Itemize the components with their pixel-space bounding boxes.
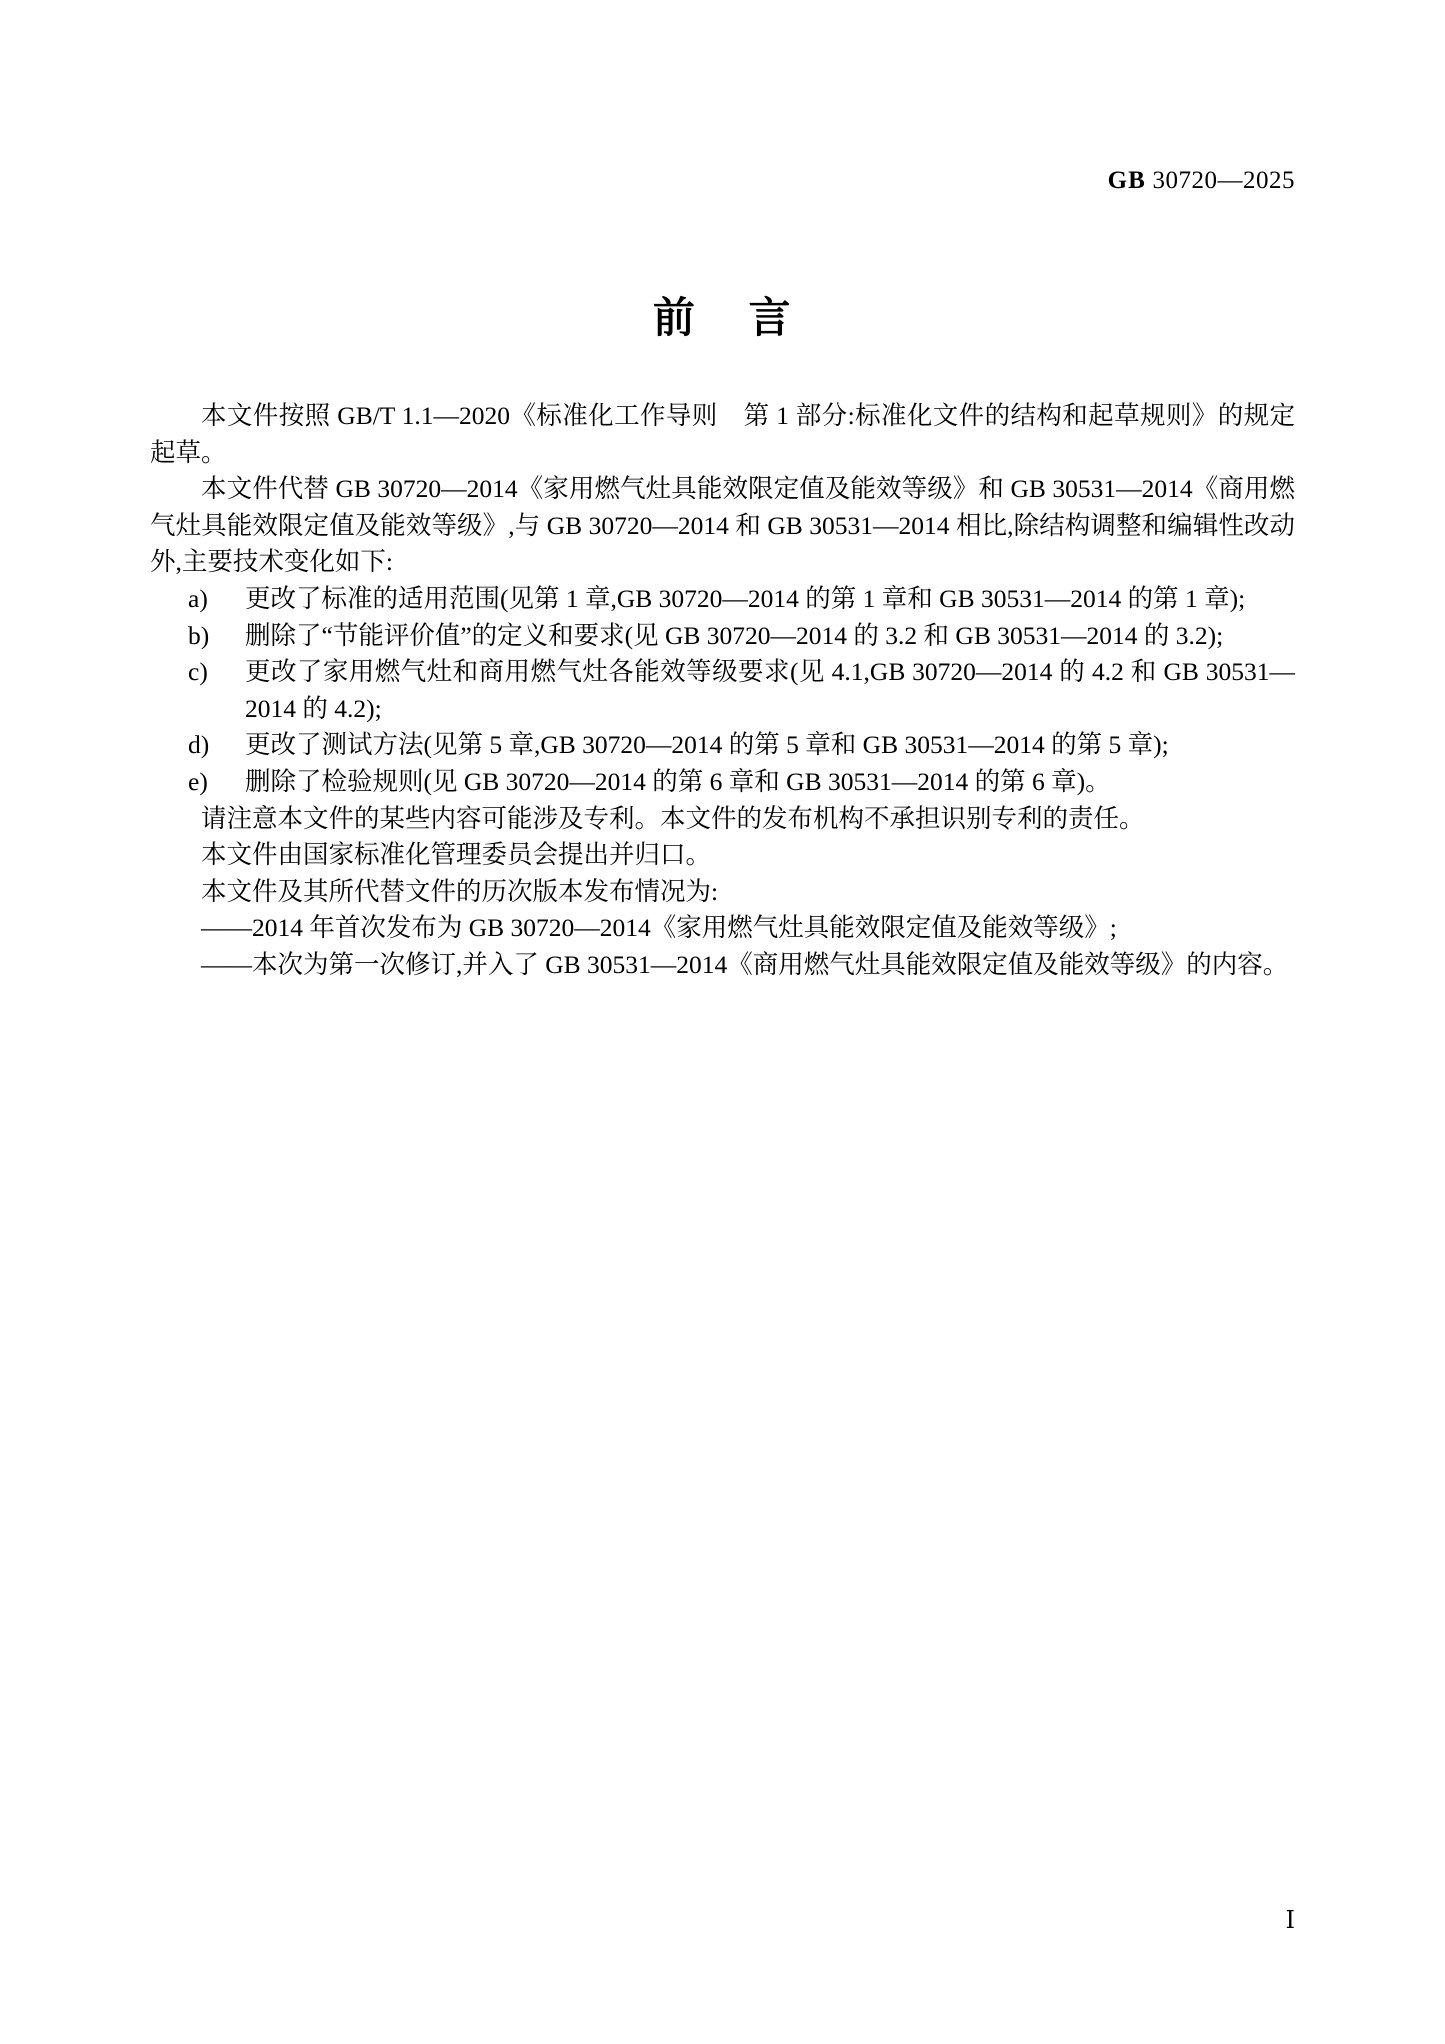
list-item-text: 更改了家用燃气灶和商用燃气灶各能效等级要求(见 4.1,GB 30720—2014 的 4.2 和 GB 30531—2014 的 4.2); [245,657,1295,723]
standard-prefix: GB [1107,167,1146,194]
page-number: Ⅰ [1285,1908,1295,1934]
technical-changes-list [150,581,1295,801]
running-header [150,164,1295,198]
list-item: ——本次为第一次修订,并入了 GB 30531—2014《商用燃气灶具能效限定值及能效等级》的内容。 [201,949,1289,979]
list-item-marker: d) [188,730,210,760]
foreword-body [150,398,1295,984]
page-title-char-right: 言 [748,293,793,342]
list-item: ——2014 年首次发布为 GB 30720—2014《家用燃气灶具能效限定值及能效等级》; [201,913,1117,943]
list-item [150,727,1295,764]
page-title-char-left: 前 [652,293,697,342]
list-item-text: 删除了检验规则(见 GB 30720—2014 的第 6 章和 GB 30531—2014 的第 6 章)。 [245,766,1111,796]
list-item [150,654,1295,727]
list-item-marker: e) [188,766,208,796]
list-item [150,764,1295,801]
list-item-text: 删除了“节能评价值”的定义和要求(见 GB 30720—2014 的 3.2 和 GB 30531—2014 的 3.2); [245,620,1224,650]
paragraph-replaces: 本文件代替 GB 30720—2014《家用燃气灶具能效限定值及能效等级》和 GB 30531—2014《商用燃气灶具能效限定值及能效等级》,与 GB 30720—2014 和 GB 30531—2014 相比,除结构调整和编辑性改动外,主要技术变化如下: [150,474,1295,577]
page-title [0,290,1445,346]
paragraph-version-history-intro: 本文件及其所代替文件的历次版本发布情况为: [201,876,719,906]
paragraph-drafting-basis: 本文件按照 GB/T 1.1—2020《标准化工作导则 第 1 部分:标准化文件的结构和起草规则》的规定起草。 [150,401,1295,467]
list-item-text: 更改了测试方法(见第 5 章,GB 30720—2014 的第 5 章和 GB 30531—2014 的第 5 章); [245,730,1169,760]
list-item [150,618,1295,655]
standard-number: 30720—2025 [1152,167,1295,194]
paragraph-patent-notice: 请注意本文件的某些内容可能涉及专利。本文件的发布机构不承担识别专利的责任。 [201,803,1145,833]
paragraph-proposing-body: 本文件由国家标准化管理委员会提出并归口。 [201,840,712,870]
list-item-marker: b) [188,620,210,650]
version-history-list [150,910,1295,983]
list-item-text: 更改了标准的适用范围(见第 1 章,GB 30720—2014 的第 1 章和 GB 30531—2014 的第 1 章); [245,583,1246,613]
list-item [150,581,1295,618]
list-item-marker: c) [188,657,208,687]
list-item-marker: a) [188,583,208,613]
